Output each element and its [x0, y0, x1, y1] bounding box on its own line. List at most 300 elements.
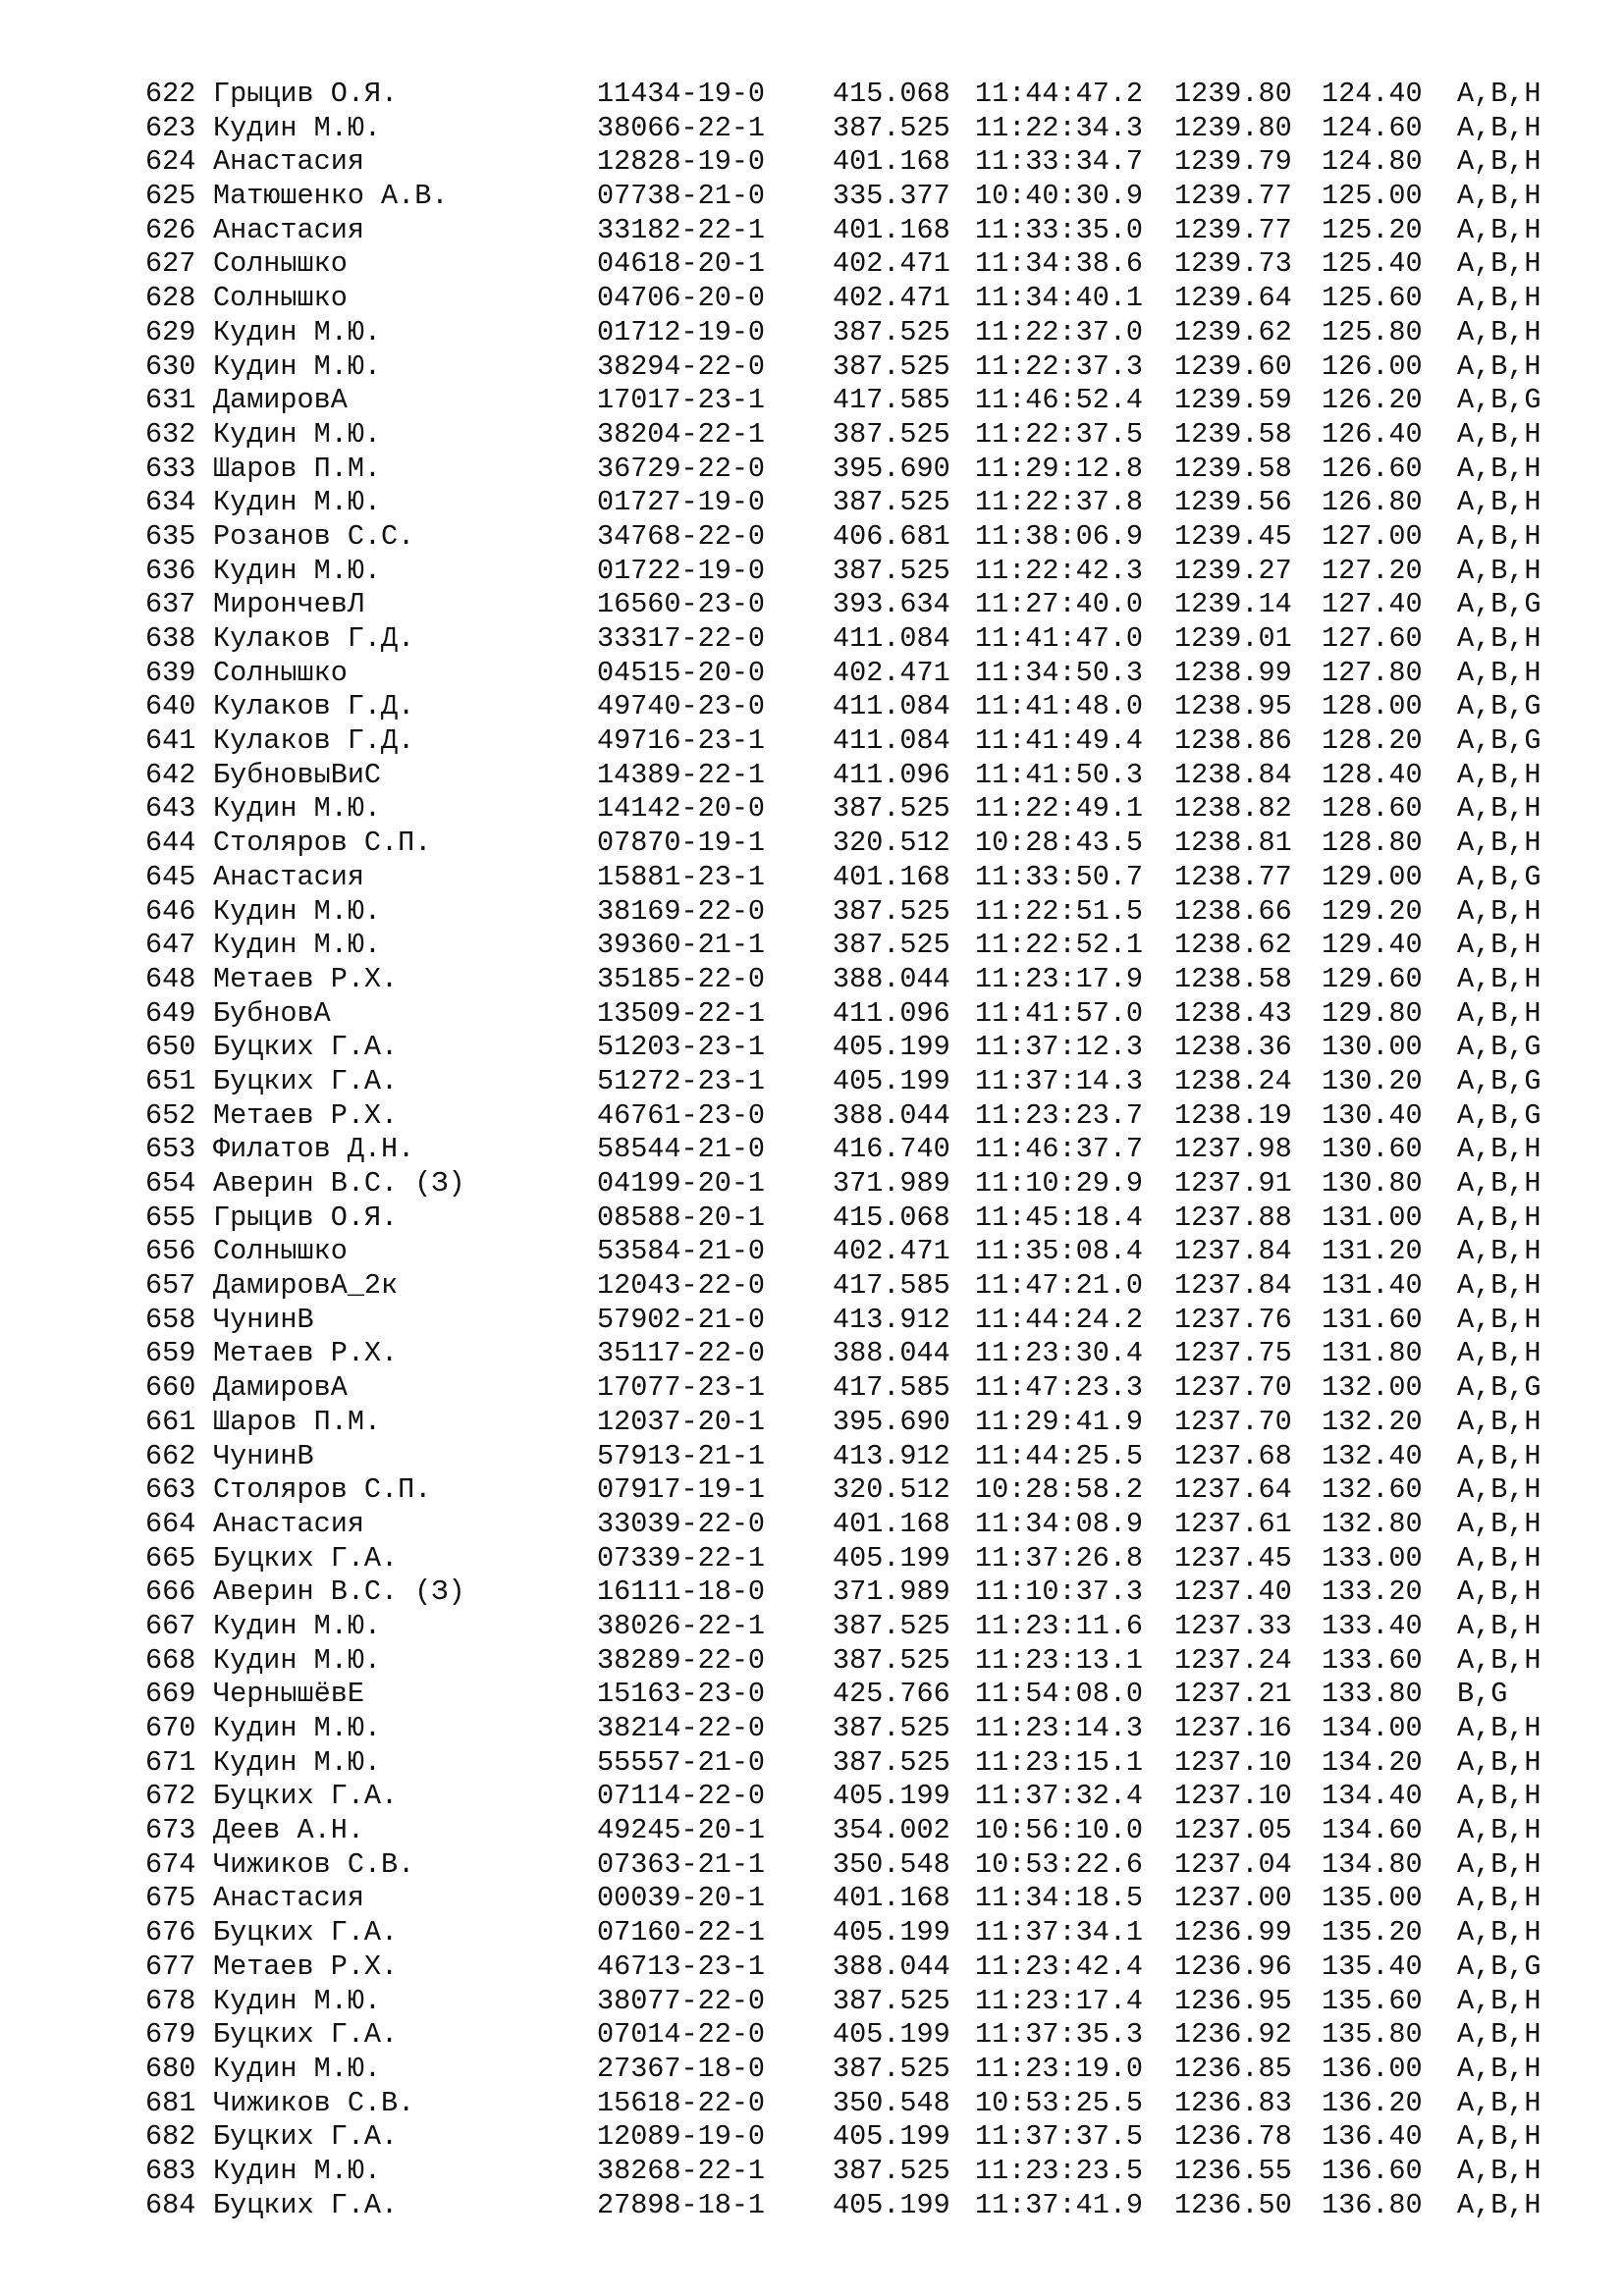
ring-id: 38289-22-0 [597, 1643, 766, 1677]
place-number: 649 [145, 996, 196, 1030]
distance: 402.471 [833, 247, 950, 281]
points: 126.80 [1322, 486, 1423, 519]
participant-name: Деев А.Н. [213, 1814, 364, 1847]
arrival-time: 11:41:50.3 [975, 758, 1144, 791]
distance: 413.912 [833, 1439, 950, 1472]
points: 125.40 [1322, 247, 1423, 281]
place-number: 625 [145, 180, 196, 213]
ring-id: 12037-20-1 [597, 1405, 766, 1438]
place-number: 647 [145, 929, 196, 962]
speed: 1239.77 [1174, 213, 1292, 246]
arrival-time: 11:22:42.3 [975, 554, 1144, 587]
speed: 1237.76 [1174, 1303, 1292, 1336]
participant-name: Шаров П.М. [213, 452, 382, 485]
classes: A,B,H [1457, 282, 1542, 315]
speed: 1237.98 [1174, 1133, 1292, 1166]
ring-id: 07917-19-1 [597, 1473, 766, 1507]
distance: 387.525 [833, 486, 950, 519]
distance: 405.199 [833, 1780, 950, 1813]
participant-name: Кудин М.Ю. [213, 417, 382, 451]
distance: 405.199 [833, 2120, 950, 2154]
speed: 1237.70 [1174, 1405, 1292, 1438]
distance: 387.525 [833, 111, 950, 144]
classes: A,B,H [1457, 1984, 1542, 2017]
speed: 1237.64 [1174, 1473, 1292, 1507]
ring-id: 12089-19-0 [597, 2120, 766, 2154]
speed: 1236.78 [1174, 2120, 1292, 2154]
ring-id: 38077-22-0 [597, 1984, 766, 2017]
participant-name: Кудин М.Ю. [213, 929, 382, 962]
ring-id: 38066-22-1 [597, 111, 766, 144]
ring-id: 07014-22-0 [597, 2018, 766, 2052]
classes: A,B,G [1457, 588, 1542, 621]
participant-name: Солнышко [213, 247, 348, 281]
speed: 1237.10 [1174, 1780, 1292, 1813]
classes: A,B,G [1457, 1031, 1542, 1064]
points: 127.20 [1322, 554, 1423, 587]
arrival-time: 11:29:41.9 [975, 1405, 1144, 1438]
distance: 405.199 [833, 1916, 950, 1949]
participant-name: Метаев Р.Х. [213, 1098, 399, 1132]
arrival-time: 11:34:38.6 [975, 247, 1144, 281]
place-number: 683 [145, 2154, 196, 2187]
place-number: 662 [145, 1439, 196, 1472]
place-number: 623 [145, 111, 196, 144]
speed: 1237.05 [1174, 1814, 1292, 1847]
place-number: 673 [145, 1814, 196, 1847]
place-number: 645 [145, 860, 196, 893]
participant-name: Буцких Г.А. [213, 2188, 399, 2221]
speed: 1238.66 [1174, 894, 1292, 928]
points: 128.60 [1322, 792, 1423, 826]
ring-id: 12043-22-0 [597, 1269, 766, 1303]
points: 131.60 [1322, 1303, 1423, 1336]
speed: 1238.81 [1174, 827, 1292, 860]
participant-name: Кудин М.Ю. [213, 1609, 382, 1642]
arrival-time: 10:53:25.5 [975, 2086, 1144, 2119]
distance: 387.525 [833, 315, 950, 348]
speed: 1239.62 [1174, 315, 1292, 348]
distance: 388.044 [833, 1098, 950, 1132]
points: 133.00 [1322, 1541, 1423, 1575]
speed: 1237.61 [1174, 1507, 1292, 1540]
place-number: 658 [145, 1303, 196, 1336]
ring-id: 39360-21-1 [597, 929, 766, 962]
points: 133.80 [1322, 1678, 1423, 1711]
points: 129.00 [1322, 860, 1423, 893]
ring-id: 57902-21-0 [597, 1303, 766, 1336]
distance: 405.199 [833, 1031, 950, 1064]
arrival-time: 11:22:52.1 [975, 929, 1144, 962]
points: 129.60 [1322, 962, 1423, 995]
arrival-time: 11:33:35.0 [975, 213, 1144, 246]
distance: 405.199 [833, 1541, 950, 1575]
classes: A,B,H [1457, 962, 1542, 995]
classes: A,B,H [1457, 1439, 1542, 1472]
distance: 417.585 [833, 1269, 950, 1303]
ring-id: 35185-22-0 [597, 962, 766, 995]
participant-name: Солнышко [213, 656, 348, 689]
participant-name: Кулаков Г.Д. [213, 622, 415, 655]
distance: 387.525 [833, 554, 950, 587]
distance: 387.525 [833, 417, 950, 451]
distance: 405.199 [833, 1064, 950, 1097]
speed: 1239.01 [1174, 622, 1292, 655]
ring-id: 12828-19-0 [597, 145, 766, 179]
classes: A,B,H [1457, 2120, 1542, 2154]
distance: 393.634 [833, 588, 950, 621]
participant-name: Столяров С.П. [213, 1473, 432, 1507]
speed: 1238.84 [1174, 758, 1292, 791]
arrival-time: 11:45:18.4 [975, 1201, 1144, 1234]
points: 126.40 [1322, 417, 1423, 451]
ring-id: 27367-18-0 [597, 2052, 766, 2085]
participant-name: МирончевЛ [213, 588, 364, 621]
points: 131.80 [1322, 1337, 1423, 1370]
arrival-time: 11:10:37.3 [975, 1575, 1144, 1609]
ring-id: 51272-23-1 [597, 1064, 766, 1097]
speed: 1236.95 [1174, 1984, 1292, 2017]
distance: 395.690 [833, 1405, 950, 1438]
speed: 1237.21 [1174, 1678, 1292, 1711]
participant-name: Кудин М.Ю. [213, 2052, 382, 2085]
speed: 1238.36 [1174, 1031, 1292, 1064]
speed: 1238.77 [1174, 860, 1292, 893]
participant-name: Кудин М.Ю. [213, 1745, 382, 1779]
distance: 405.199 [833, 2188, 950, 2221]
arrival-time: 11:22:51.5 [975, 894, 1144, 928]
arrival-time: 11:54:08.0 [975, 1678, 1144, 1711]
points: 132.80 [1322, 1507, 1423, 1540]
participant-name: Кудин М.Ю. [213, 554, 382, 587]
points: 134.80 [1322, 1847, 1423, 1881]
speed: 1237.75 [1174, 1337, 1292, 1370]
place-number: 638 [145, 622, 196, 655]
participant-name: Анастасия [213, 860, 364, 893]
classes: A,B,H [1457, 2052, 1542, 2085]
arrival-time: 11:23:42.4 [975, 1949, 1144, 1983]
points: 132.20 [1322, 1405, 1423, 1438]
speed: 1239.80 [1174, 111, 1292, 144]
participant-name: Анастасия [213, 1507, 364, 1540]
classes: A,B,H [1457, 1473, 1542, 1507]
classes: A,B,H [1457, 145, 1542, 179]
classes: A,B,G [1457, 1949, 1542, 1983]
arrival-time: 11:23:30.4 [975, 1337, 1144, 1370]
arrival-time: 11:44:25.5 [975, 1439, 1144, 1472]
classes: A,B,H [1457, 1643, 1542, 1677]
arrival-time: 11:34:50.3 [975, 656, 1144, 689]
participant-name: Кудин М.Ю. [213, 1643, 382, 1677]
points: 134.20 [1322, 1745, 1423, 1779]
ring-id: 16560-23-0 [597, 588, 766, 621]
ring-id: 00039-20-1 [597, 1882, 766, 1915]
participant-name: Чижиков С.В. [213, 1847, 415, 1881]
speed: 1238.86 [1174, 724, 1292, 758]
arrival-time: 11:37:41.9 [975, 2188, 1144, 2221]
speed: 1239.77 [1174, 180, 1292, 213]
points: 135.40 [1322, 1949, 1423, 1983]
arrival-time: 11:35:08.4 [975, 1235, 1144, 1268]
speed: 1237.84 [1174, 1235, 1292, 1268]
participant-name: Солнышко [213, 282, 348, 315]
participant-name: Матюшенко А.В. [213, 180, 449, 213]
speed: 1237.70 [1174, 1371, 1292, 1405]
place-number: 644 [145, 827, 196, 860]
arrival-time: 11:37:37.5 [975, 2120, 1144, 2154]
participant-name: Кудин М.Ю. [213, 315, 382, 348]
distance: 405.199 [833, 2018, 950, 2052]
points: 136.60 [1322, 2154, 1423, 2187]
participant-name: Анастасия [213, 145, 364, 179]
participant-name: БубновыВиС [213, 758, 382, 791]
points: 128.40 [1322, 758, 1423, 791]
points: 128.80 [1322, 827, 1423, 860]
classes: A,B,H [1457, 2188, 1542, 2221]
distance: 417.585 [833, 1371, 950, 1405]
ring-id: 14142-20-0 [597, 792, 766, 826]
classes: A,B,H [1457, 929, 1542, 962]
participant-name: Столяров С.П. [213, 827, 432, 860]
ring-id: 07114-22-0 [597, 1780, 766, 1813]
place-number: 674 [145, 1847, 196, 1881]
place-number: 635 [145, 519, 196, 553]
classes: A,B,H [1457, 1201, 1542, 1234]
arrival-time: 10:28:43.5 [975, 827, 1144, 860]
distance: 411.084 [833, 622, 950, 655]
distance: 411.084 [833, 690, 950, 723]
ring-id: 13509-22-1 [597, 996, 766, 1030]
arrival-time: 11:33:50.7 [975, 860, 1144, 893]
speed: 1238.19 [1174, 1098, 1292, 1132]
place-number: 650 [145, 1031, 196, 1064]
classes: A,B,H [1457, 213, 1542, 246]
points: 136.20 [1322, 2086, 1423, 2119]
ring-id: 51203-23-1 [597, 1031, 766, 1064]
participant-name: Солнышко [213, 1235, 348, 1268]
classes: A,B,H [1457, 656, 1542, 689]
place-number: 668 [145, 1643, 196, 1677]
points: 131.40 [1322, 1269, 1423, 1303]
distance: 401.168 [833, 1882, 950, 1915]
participant-name: Буцких Г.А. [213, 1780, 399, 1813]
classes: A,B,H [1457, 1507, 1542, 1540]
speed: 1236.85 [1174, 2052, 1292, 2085]
place-number: 629 [145, 315, 196, 348]
distance: 415.068 [833, 1201, 950, 1234]
points: 131.20 [1322, 1235, 1423, 1268]
place-number: 651 [145, 1064, 196, 1097]
distance: 354.002 [833, 1814, 950, 1847]
place-number: 672 [145, 1780, 196, 1813]
arrival-time: 11:47:23.3 [975, 1371, 1144, 1405]
distance: 320.512 [833, 1473, 950, 1507]
speed: 1236.96 [1174, 1949, 1292, 1983]
distance: 415.068 [833, 78, 950, 110]
points: 133.20 [1322, 1575, 1423, 1609]
place-number: 656 [145, 1235, 196, 1268]
ring-id: 57913-21-1 [597, 1439, 766, 1472]
participant-name: ЧунинВ [213, 1439, 314, 1472]
points: 135.20 [1322, 1916, 1423, 1949]
classes: A,B,H [1457, 486, 1542, 519]
distance: 401.168 [833, 1507, 950, 1540]
speed: 1237.91 [1174, 1167, 1292, 1200]
distance: 387.525 [833, 1984, 950, 2017]
place-number: 680 [145, 2052, 196, 2085]
speed: 1237.88 [1174, 1201, 1292, 1234]
speed: 1236.50 [1174, 2188, 1292, 2221]
participant-name: Грыцив О.Я. [213, 1201, 399, 1234]
participant-name: Кудин М.Ю. [213, 1984, 382, 2017]
classes: A,B,H [1457, 1541, 1542, 1575]
classes: A,B,H [1457, 452, 1542, 485]
classes: A,B,H [1457, 1133, 1542, 1166]
participant-name: Кудин М.Ю. [213, 2154, 382, 2187]
ring-id: 07160-22-1 [597, 1916, 766, 1949]
arrival-time: 10:56:10.0 [975, 1814, 1144, 1847]
place-number: 660 [145, 1371, 196, 1405]
classes: A,B,H [1457, 1235, 1542, 1268]
ring-id: 58544-21-0 [597, 1133, 766, 1166]
classes: A,B,H [1457, 2086, 1542, 2119]
participant-name: Филатов Д.Н. [213, 1133, 415, 1166]
ring-id: 04515-20-0 [597, 656, 766, 689]
classes: A,B,H [1457, 519, 1542, 553]
arrival-time: 11:23:17.4 [975, 1984, 1144, 2017]
participant-name: Буцких Г.А. [213, 1064, 399, 1097]
arrival-time: 11:23:11.6 [975, 1609, 1144, 1642]
speed: 1237.84 [1174, 1269, 1292, 1303]
ring-id: 34768-22-0 [597, 519, 766, 553]
ring-id: 01727-19-0 [597, 486, 766, 519]
arrival-time: 11:37:34.1 [975, 1916, 1144, 1949]
distance: 401.168 [833, 860, 950, 893]
points: 129.40 [1322, 929, 1423, 962]
place-number: 677 [145, 1949, 196, 1983]
ring-id: 01722-19-0 [597, 554, 766, 587]
ring-id: 11434-19-0 [597, 78, 766, 110]
distance: 387.525 [833, 2052, 950, 2085]
distance: 402.471 [833, 282, 950, 315]
classes: A,B,H [1457, 1337, 1542, 1370]
distance: 388.044 [833, 962, 950, 995]
ring-id: 15163-23-0 [597, 1678, 766, 1711]
classes: A,B,H [1457, 417, 1542, 451]
place-number: 669 [145, 1678, 196, 1711]
place-number: 622 [145, 78, 196, 110]
participant-name: Буцких Г.А. [213, 1541, 399, 1575]
classes: A,B,H [1457, 1712, 1542, 1744]
arrival-time: 11:23:23.5 [975, 2154, 1144, 2187]
place-number: 643 [145, 792, 196, 826]
arrival-time: 11:37:32.4 [975, 1780, 1144, 1813]
participant-name: Кудин М.Ю. [213, 486, 382, 519]
speed: 1237.45 [1174, 1541, 1292, 1575]
points: 130.20 [1322, 1064, 1423, 1097]
points: 125.00 [1322, 180, 1423, 213]
distance: 401.168 [833, 145, 950, 179]
place-number: 632 [145, 417, 196, 451]
classes: B,G [1457, 1678, 1508, 1711]
arrival-time: 11:41:47.0 [975, 622, 1144, 655]
distance: 388.044 [833, 1949, 950, 1983]
participant-name: Метаев Р.Х. [213, 1337, 399, 1370]
participant-name: ДамировА [213, 384, 348, 417]
points: 129.20 [1322, 894, 1423, 928]
distance: 350.548 [833, 1847, 950, 1881]
place-number: 670 [145, 1712, 196, 1744]
place-number: 624 [145, 145, 196, 179]
speed: 1239.58 [1174, 452, 1292, 485]
place-number: 640 [145, 690, 196, 723]
speed: 1237.68 [1174, 1439, 1292, 1472]
classes: A,B,H [1457, 1575, 1542, 1609]
classes: A,B,H [1457, 1745, 1542, 1779]
distance: 387.525 [833, 894, 950, 928]
classes: A,B,H [1457, 1780, 1542, 1813]
classes: A,B,H [1457, 180, 1542, 213]
ring-id: 16111-18-0 [597, 1575, 766, 1609]
place-number: 630 [145, 349, 196, 383]
speed: 1239.64 [1174, 282, 1292, 315]
distance: 371.989 [833, 1575, 950, 1609]
classes: A,B,H [1457, 622, 1542, 655]
participant-name: Грыцив О.Я. [213, 78, 399, 110]
classes: A,B,H [1457, 315, 1542, 348]
arrival-time: 11:46:37.7 [975, 1133, 1144, 1166]
place-number: 648 [145, 962, 196, 995]
speed: 1237.33 [1174, 1609, 1292, 1642]
ring-id: 49245-20-1 [597, 1814, 766, 1847]
place-number: 657 [145, 1269, 196, 1303]
classes: A,B,H [1457, 1303, 1542, 1336]
speed: 1238.62 [1174, 929, 1292, 962]
distance: 387.525 [833, 2154, 950, 2187]
distance: 411.096 [833, 758, 950, 791]
place-number: 681 [145, 2086, 196, 2119]
distance: 417.585 [833, 384, 950, 417]
ring-id: 04618-20-1 [597, 247, 766, 281]
distance: 320.512 [833, 827, 950, 860]
participant-name: Буцких Г.А. [213, 2120, 399, 2154]
speed: 1237.16 [1174, 1712, 1292, 1744]
participant-name: Кудин М.Ю. [213, 792, 382, 826]
place-number: 666 [145, 1575, 196, 1609]
speed: 1237.04 [1174, 1847, 1292, 1881]
arrival-time: 11:33:34.7 [975, 145, 1144, 179]
points: 136.00 [1322, 2052, 1423, 2085]
distance: 411.096 [833, 996, 950, 1030]
arrival-time: 10:28:58.2 [975, 1473, 1144, 1507]
ring-id: 49716-23-1 [597, 724, 766, 758]
arrival-time: 11:23:13.1 [975, 1643, 1144, 1677]
classes: A,B,H [1457, 758, 1542, 791]
participant-name: Анастасия [213, 1882, 364, 1915]
arrival-time: 11:47:21.0 [975, 1269, 1144, 1303]
classes: A,B,G [1457, 1098, 1542, 1132]
points: 129.80 [1322, 996, 1423, 1030]
place-number: 667 [145, 1609, 196, 1642]
points: 132.60 [1322, 1473, 1423, 1507]
participant-name: Кулаков Г.Д. [213, 724, 415, 758]
points: 130.60 [1322, 1133, 1423, 1166]
place-number: 659 [145, 1337, 196, 1370]
speed: 1239.58 [1174, 417, 1292, 451]
classes: A,B,H [1457, 349, 1542, 383]
arrival-time: 11:23:14.3 [975, 1712, 1144, 1744]
classes: A,B,G [1457, 1371, 1542, 1405]
